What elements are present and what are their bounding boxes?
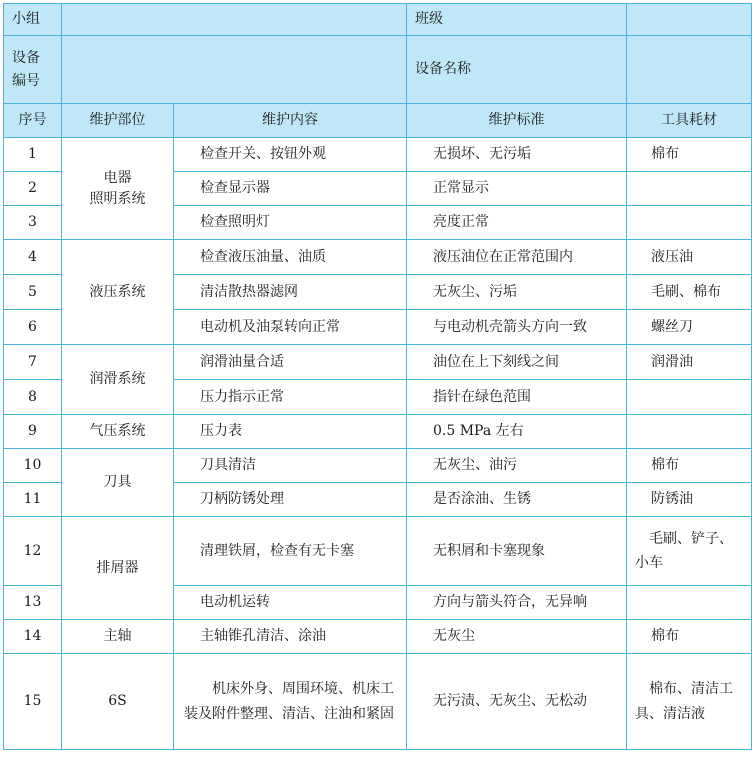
maintenance-standard: 0.5 MPa 左右 xyxy=(407,415,627,449)
maintenance-tools xyxy=(627,380,752,415)
maintenance-standard: 正常显示 xyxy=(407,172,627,206)
maintenance-part: 气压系统 xyxy=(62,415,174,449)
row-number: 15 xyxy=(4,654,62,750)
maintenance-content: 检查液压油量、油质 xyxy=(174,240,407,275)
maintenance-standard: 无积屑和卡塞现象 xyxy=(407,517,627,586)
maintenance-tools xyxy=(627,172,752,206)
maintenance-standard: 无灰尘、油污 xyxy=(407,449,627,483)
maintenance-content: 清洁散热器滤网 xyxy=(174,275,407,310)
col-header-part: 维护部位 xyxy=(62,104,174,138)
maintenance-table xyxy=(3,3,752,750)
maintenance-content: 检查显示器 xyxy=(174,172,407,206)
maintenance-tools: 棉布 xyxy=(627,620,752,654)
equipment-name-label: 设备名称 xyxy=(407,36,627,104)
maintenance-tools: 防锈油 xyxy=(627,483,752,517)
maintenance-content: 润滑油量合适 xyxy=(174,345,407,380)
maintenance-tools: 润滑油 xyxy=(627,345,752,380)
maintenance-content: 刀柄防锈处理 xyxy=(174,483,407,517)
maintenance-part: 主轴 xyxy=(62,620,174,654)
row-number: 9 xyxy=(4,415,62,449)
equipment-number-value xyxy=(62,36,407,104)
equipment-name-value xyxy=(627,36,752,104)
row-number: 7 xyxy=(4,345,62,380)
maintenance-content: 检查开关、按钮外观 xyxy=(174,138,407,172)
maintenance-content: 电动机及油泵转向正常 xyxy=(174,310,407,345)
maintenance-tools: 毛刷、棉布 xyxy=(627,275,752,310)
maintenance-content: 机床外身、周围环境、机床工装及附件整理、清洁、注油和紧固 xyxy=(174,654,407,750)
maintenance-standard: 亮度正常 xyxy=(407,206,627,240)
table-row xyxy=(4,620,752,654)
maintenance-content: 压力表 xyxy=(174,415,407,449)
maintenance-tools: 毛刷、铲子、小车 xyxy=(627,517,752,586)
row-number: 12 xyxy=(4,517,62,586)
maintenance-standard: 与电动机壳箭头方向一致 xyxy=(407,310,627,345)
col-header-standard: 维护标准 xyxy=(407,104,627,138)
row-number: 1 xyxy=(4,138,62,172)
maintenance-standard: 指针在绿色范围 xyxy=(407,380,627,415)
equipment-number-label: 设备编号 xyxy=(4,36,62,104)
row-number: 10 xyxy=(4,449,62,483)
row-number: 14 xyxy=(4,620,62,654)
table-row xyxy=(4,138,752,172)
group-label: 小组 xyxy=(4,4,62,36)
col-header-no: 序号 xyxy=(4,104,62,138)
row-number: 6 xyxy=(4,310,62,345)
maintenance-standard: 油位在上下刻线之间 xyxy=(407,345,627,380)
maintenance-standard: 无灰尘 xyxy=(407,620,627,654)
maintenance-content: 刀具清洁 xyxy=(174,449,407,483)
table-row xyxy=(4,517,752,586)
maintenance-standard: 无污渍、无灰尘、无松动 xyxy=(407,654,627,750)
maintenance-part: 液压系统 xyxy=(62,240,174,345)
maintenance-part: 电器 照明系统 xyxy=(62,138,174,240)
maintenance-standard: 方向与箭头符合，无异响 xyxy=(407,586,627,620)
table-row xyxy=(4,240,752,275)
maintenance-tools xyxy=(627,206,752,240)
maintenance-standard: 无灰尘、污垢 xyxy=(407,275,627,310)
col-header-content: 维护内容 xyxy=(174,104,407,138)
maintenance-tools: 液压油 xyxy=(627,240,752,275)
maintenance-tools: 棉布、清洁工具、清洁液 xyxy=(627,654,752,750)
table-row xyxy=(4,449,752,483)
maintenance-part: 6S xyxy=(62,654,174,750)
maintenance-tools: 棉布 xyxy=(627,138,752,172)
maintenance-content: 检查照明灯 xyxy=(174,206,407,240)
maintenance-tools xyxy=(627,586,752,620)
row-number: 11 xyxy=(4,483,62,517)
row-number: 2 xyxy=(4,172,62,206)
maintenance-content: 电动机运转 xyxy=(174,586,407,620)
maintenance-part: 刀具 xyxy=(62,449,174,517)
maintenance-standard: 无损坏、无污垢 xyxy=(407,138,627,172)
class-value xyxy=(627,4,752,36)
maintenance-content: 主轴锥孔清洁、涂油 xyxy=(174,620,407,654)
row-number: 13 xyxy=(4,586,62,620)
table-row xyxy=(4,345,752,380)
row-number: 5 xyxy=(4,275,62,310)
maintenance-tools: 棉布 xyxy=(627,449,752,483)
maintenance-standard: 液压油位在正常范围内 xyxy=(407,240,627,275)
maintenance-content: 清理铁屑，检查有无卡塞 xyxy=(174,517,407,586)
row-number: 3 xyxy=(4,206,62,240)
class-label: 班级 xyxy=(407,4,627,36)
row-number: 8 xyxy=(4,380,62,415)
maintenance-content: 压力指示正常 xyxy=(174,380,407,415)
table-row xyxy=(4,415,752,449)
maintenance-tools: 螺丝刀 xyxy=(627,310,752,345)
maintenance-tools xyxy=(627,415,752,449)
maintenance-standard: 是否涂油、生锈 xyxy=(407,483,627,517)
table-row xyxy=(4,654,752,750)
row-number: 4 xyxy=(4,240,62,275)
group-value xyxy=(62,4,407,36)
maintenance-part: 润滑系统 xyxy=(62,345,174,415)
col-header-tools: 工具耗材 xyxy=(627,104,752,138)
maintenance-part: 排屑器 xyxy=(62,517,174,620)
